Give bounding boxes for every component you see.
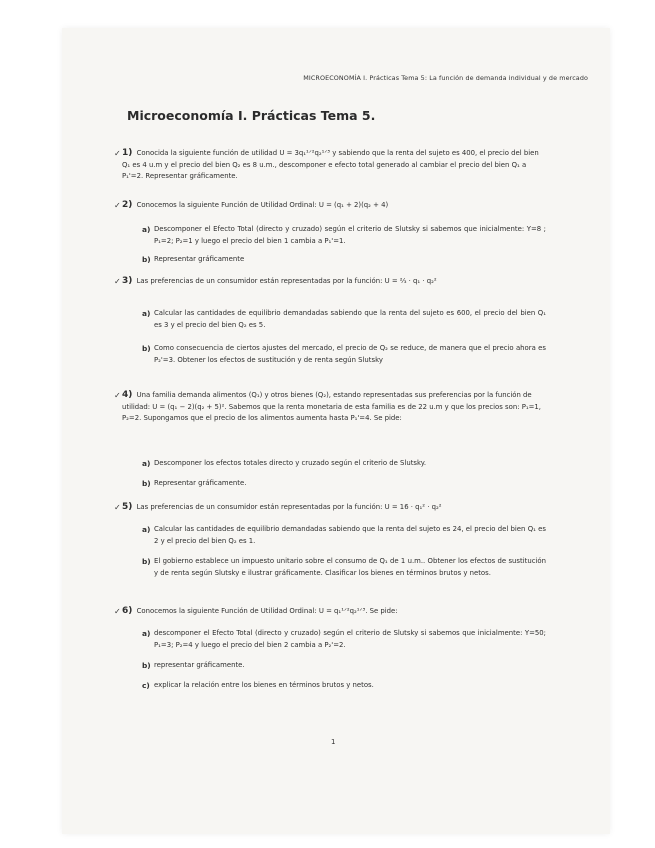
- item-text: Descomponer los efectos totales directo y cruzado según el criterio de Slutsky.: [154, 459, 427, 467]
- exercise-5: [114, 502, 546, 514]
- exercise-number: 3): [122, 276, 133, 286]
- item-letter: b): [142, 344, 151, 353]
- exercise-3-item-a: [142, 308, 546, 331]
- item-text: El gobierno establece un impuesto unitario sobre el consumo de Q₁ de 1 u.m.. Obtener los efectos de sustitución y de renta según Slutsky e ilustrar gráficamente. Clasificar los bienes en términos brutos y netos.: [154, 557, 546, 577]
- exercise-2-item-b: [142, 254, 546, 266]
- check-mark-icon: ✓: [114, 201, 121, 210]
- exercise-6: [114, 606, 546, 618]
- exercise-1: [114, 148, 546, 183]
- exercise-6-item-b: [142, 660, 546, 672]
- item-letter: b): [142, 255, 151, 264]
- check-mark-icon: ✓: [114, 277, 121, 286]
- item-text: representar gráficamente.: [154, 661, 245, 669]
- exercise-5-item-a: [142, 524, 546, 547]
- check-mark-icon: ✓: [114, 503, 121, 512]
- page-number: 1: [331, 738, 336, 746]
- exercise-4-item-a: [142, 458, 546, 470]
- item-text: Calcular las cantidades de equilibrio demandadas sabiendo que la renta del sujeto es 600, el precio del bien Q₁ es 3 y el precio del bien Q₂ es 5.: [154, 309, 546, 329]
- check-mark-icon: ✓: [114, 149, 121, 158]
- item-text: Representar gráficamente: [154, 255, 245, 263]
- exercise-6-item-c: [142, 680, 546, 692]
- item-letter: b): [142, 479, 151, 488]
- item-letter: b): [142, 661, 151, 670]
- exercise-text: Las preferencias de un consumidor están representadas por la función: U = ²⁄₃ · q₁ · q₂²: [136, 277, 437, 285]
- exercise-2-item-a: [142, 224, 546, 247]
- exercise-text: Una familia demanda alimentos (Q₁) y otros bienes (Q₂), estando representadas sus preferencias por la función de utilidad: U = (q₁ − 2)(q₂ + 5)². Sabemos que la renta monetaria de esta familia es de 22 u.m y que los precios son: P₁=1, P₂=2. Supongamos que el precio de los alimentos aumenta hasta P₁'=4. Se pide:: [122, 391, 541, 422]
- item-text: Descomponer el Efecto Total (directo y cruzado) según el criterio de Slutsky si sabemos que inicialmente: Y=8 ; P₁=2; P₂=1 y luego el precio del bien 1 cambia a P₁'=1.: [154, 225, 546, 245]
- exercise-4: [114, 390, 546, 425]
- item-letter: b): [142, 557, 151, 566]
- exercise-number: 2): [122, 200, 133, 210]
- exercise-text: Conocida la siguiente función de utilidad U = 3q₁¹ᐟ²q₂¹ᐟ³ y sabiendo que la renta del sujeto es 400, el precio del bien Q₁ es 4 u.m y el precio del bien Q₂ es 8 u.m., descomponer e efecto total generado al cambiar el precio del bien Q₁ a P₁'=2. Representar gráficamente.: [122, 149, 539, 180]
- item-text: Como consecuencia de ciertos ajustes del mercado, el precio de Q₂ se reduce, de manera que el precio ahora es P₂'=3. Obtener los efectos de sustitución y de renta según Slutsky: [154, 344, 546, 364]
- item-text: descomponer el Efecto Total (directo y cruzado) según el criterio de Slutsky si sabemos que inicialmente: Y=50; P₁=3; P₂=4 y luego el precio del bien 2 cambia a P₂'=2.: [154, 629, 546, 649]
- item-text: explicar la relación entre los bienes en términos brutos y netos.: [154, 681, 374, 689]
- exercise-6-item-a: [142, 628, 546, 651]
- item-letter: a): [142, 309, 151, 318]
- document-page: [62, 28, 610, 834]
- exercise-4-item-b: [142, 478, 546, 490]
- item-letter: c): [142, 681, 150, 690]
- item-letter: a): [142, 459, 151, 468]
- exercise-text: Conocemos la siguiente Función de Utilidad Ordinal: U = q₁¹ᐟ²q₂¹ᐟ³. Se pide:: [136, 607, 398, 615]
- exercise-number: 1): [122, 148, 133, 158]
- exercise-number: 5): [122, 502, 133, 512]
- exercise-2: [114, 200, 546, 212]
- item-letter: a): [142, 525, 151, 534]
- item-text: Representar gráficamente.: [154, 479, 247, 487]
- exercise-3: [114, 276, 546, 288]
- exercise-text: Las preferencias de un consumidor están representadas por la función: U = 16 · q₁² · q₂²: [136, 503, 442, 511]
- item-letter: a): [142, 629, 151, 638]
- exercise-3-item-b: [142, 343, 546, 366]
- check-mark-icon: ✓: [114, 391, 121, 400]
- exercise-number: 4): [122, 390, 133, 400]
- page-title: Microeconomía I. Prácticas Tema 5.: [127, 108, 376, 123]
- check-mark-icon: ✓: [114, 607, 121, 616]
- exercise-5-item-b: [142, 556, 546, 579]
- item-text: Calcular las cantidades de equilibrio demandadas sabiendo que la renta del sujeto es 24, el precio del bien Q₁ es 2 y el precio del bien Q₂ es 1.: [154, 525, 546, 545]
- item-letter: a): [142, 225, 151, 234]
- running-header: MICROECONOMÍA I. Prácticas Tema 5: La función de demanda individual y de mercado: [303, 74, 588, 82]
- exercise-number: 6): [122, 606, 133, 616]
- exercise-text: Conocemos la siguiente Función de Utilidad Ordinal: U = (q₁ + 2)(q₂ + 4): [136, 201, 389, 209]
